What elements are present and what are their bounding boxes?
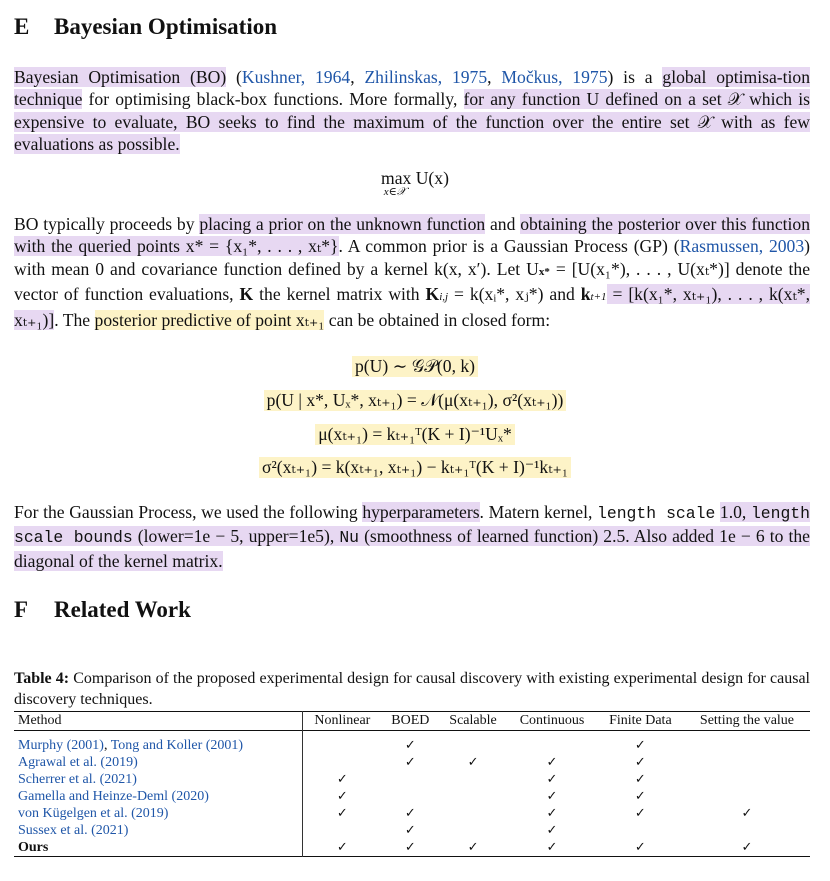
feature-cell	[302, 822, 382, 839]
feature-cell	[597, 805, 684, 822]
section-title: Bayesian Optimisation	[54, 14, 278, 39]
text: . The	[54, 309, 95, 330]
feature-cell	[507, 754, 597, 771]
column-header: Continuous	[519, 713, 585, 728]
text-bold: K	[239, 284, 254, 305]
checkmark-icon: ✓	[741, 839, 753, 855]
code-term: length scale	[597, 504, 716, 523]
highlight-definition: for any function U defined on a set 𝒳 which is expensive to evaluate, BO seeks to find the maximum of the function over the entire set 𝒳 with as few evaluations as possible.	[14, 89, 810, 155]
equation-line: σ²(xₜ₊₁) = k(xₜ₊₁, xₜ₊₁) − kₜ₊₁ᵀ(K + I)⁻¹kₜ₊₁	[259, 457, 571, 478]
text-bold: k	[580, 284, 591, 305]
feature-cell	[507, 822, 597, 839]
caption-label: Table 4:	[14, 670, 70, 687]
text: ) with mean 0 and covariance function defined by a kernel k(x, x′). Let U	[14, 236, 811, 279]
separator: ,	[103, 737, 111, 753]
feature-cell	[302, 754, 382, 771]
checkmark-icon: ✓	[404, 737, 416, 753]
highlight-posterior: obtaining the posterior over this function with the queried points x* = {x₁*, . . . , xₜ*}	[14, 214, 811, 257]
section-number: F	[14, 597, 29, 622]
feature-cell	[382, 822, 439, 839]
feature-cell	[382, 731, 439, 755]
checkmark-icon: ✓	[404, 805, 416, 821]
checkmark-icon: ✓	[546, 805, 558, 821]
table-header-row	[14, 712, 810, 731]
text: the kernel matrix with	[253, 284, 426, 305]
feature-cell	[684, 731, 810, 755]
table-row	[14, 771, 810, 788]
method-name: Ours	[18, 839, 49, 855]
table-row	[14, 839, 810, 857]
feature-cell	[382, 771, 439, 788]
text: (smoothness of learned function) 2.5. Also added 1e − 6 to the diagonal of the kernel matrix.	[14, 526, 810, 571]
feature-cell	[684, 788, 810, 805]
feature-cell	[597, 771, 684, 788]
feature-cell	[439, 731, 507, 755]
citation-link[interactable]: Kushner, 1964	[241, 67, 351, 87]
feature-cell	[439, 771, 507, 788]
text: 1.0,	[719, 502, 751, 522]
method-cell	[14, 771, 302, 788]
feature-cell	[684, 822, 810, 839]
max-subscript: x∈𝒳	[383, 186, 407, 198]
method-cell	[14, 754, 302, 771]
text: . Matern kernel,	[479, 502, 598, 522]
feature-cell	[684, 839, 810, 857]
text: for optimising black-box functions. More formally,	[82, 89, 464, 110]
column-header: Nonlinear	[314, 713, 371, 728]
checkmark-icon: ✓	[634, 839, 646, 855]
hyperparameters-paragraph	[14, 501, 810, 572]
feature-cell	[382, 788, 439, 805]
column-header: Finite Data	[609, 713, 672, 728]
checkmark-icon: ✓	[634, 788, 646, 804]
table-row	[14, 822, 810, 839]
checkmark-icon: ✓	[467, 839, 479, 855]
feature-cell	[302, 771, 382, 788]
gp-prior-equation	[0, 356, 830, 377]
feature-cell	[439, 822, 507, 839]
text-bold: K	[425, 284, 440, 305]
text: = k(xᵢ*, xⱼ*) and	[448, 284, 581, 305]
checkmark-icon: ✓	[467, 754, 479, 770]
citation-link[interactable]: Močkus, 1975	[501, 67, 608, 87]
text: (	[226, 67, 242, 87]
section-title: Related Work	[54, 597, 191, 622]
equation-line: p(U | x*, Uₓ*, xₜ₊₁) = 𝒩(μ(xₜ₊₁), σ²(xₜ₊₁))	[264, 390, 567, 411]
citation-link[interactable]: Scherrer et al. (2021)	[18, 771, 137, 787]
checkmark-icon: ✓	[634, 771, 646, 787]
highlight-global-optimisation: global optimisa-tion technique	[14, 67, 811, 110]
checkmark-icon: ✓	[634, 737, 646, 753]
checkmark-icon: ✓	[336, 839, 348, 855]
table-caption	[14, 668, 810, 710]
equation-line: p(U) ∼ 𝒢𝒫(0, k)	[352, 356, 478, 377]
feature-cell	[302, 805, 382, 822]
highlight-hyperparameters: hyperparameters	[362, 502, 480, 522]
feature-cell	[507, 805, 597, 822]
method-cell	[14, 822, 302, 839]
text: . A common prior is a Gaussian Process (GP) (	[338, 236, 680, 257]
feature-cell	[302, 788, 382, 805]
highlight-kernel-vector: = [k(x₁*, xₜ₊₁), . . . , k(xₜ*, xₜ₊₁)]	[14, 284, 810, 330]
checkmark-icon: ✓	[546, 822, 558, 838]
checkmark-icon: ✓	[634, 805, 646, 821]
checkmark-icon: ✓	[404, 822, 416, 838]
feature-cell	[507, 771, 597, 788]
checkmark-icon: ✓	[336, 771, 348, 787]
highlight-prior: placing a prior on the unknown function	[199, 214, 486, 234]
highlight-posterior-predictive: posterior predictive of point xₜ₊₁	[94, 309, 325, 330]
feature-cell	[439, 839, 507, 857]
column-header: Setting the value	[699, 713, 795, 728]
citation-link[interactable]: Tong and Koller (2001)	[110, 737, 244, 753]
feature-cell	[302, 839, 382, 857]
caption-text: Comparison of the proposed experimental design for causal discovery with existing experimental design for causal discovery techniques.	[14, 670, 810, 708]
feature-cell	[382, 805, 439, 822]
equation-line: μ(xₜ₊₁) = kₜ₊₁ᵀ(K + I)⁻¹Uₓ*	[315, 424, 515, 445]
feature-cell	[439, 754, 507, 771]
citation-link[interactable]: von Kügelgen et al. (2019)	[18, 805, 169, 821]
feature-cell	[684, 805, 810, 822]
feature-cell	[439, 788, 507, 805]
gp-posterior-equation	[0, 390, 830, 411]
method-cell	[14, 839, 302, 857]
column-header: Method	[14, 712, 302, 731]
bo-posterior-paragraph: BO typically proceeds by placing a prior on the unknown function and obtaining the posterior over this function with the queried points x* = {x₁*, . . . , xₜ*}. A common prior is a Gaussian Process (GP) (Rasmussen, 2003) with mean 0 and covariance function defined by a kernel k(x, x′). Let Ux* = [U(x₁*), . . . , U(xₜ*)] denote the vector of function evaluations, K the kernel matrix with Ki,j = k(xᵢ*, xⱼ*) and kt+1 = [k(x₁*, xₜ₊₁), . . . , k(xₜ*, xₜ₊₁)]. The posterior predictive of point xₜ₊₁ can be obtained in closed form:	[14, 214, 811, 330]
checkmark-icon: ✓	[634, 754, 646, 770]
text: can be obtained in closed form:	[324, 309, 551, 330]
bo-intro-paragraph: Bayesian Optimisation (BO) (Kushner, 1964, Zhilinskas, 1975, Močkus, 1975) is a global optimisa-tion technique for optimising black-box functions. More formally, for any function U defined on a set 𝒳 which is expensive to evaluate, BO seeks to find the maximum of the function over the entire set 𝒳 with as few evaluations as possible.	[14, 67, 811, 155]
checkmark-icon: ✓	[546, 771, 558, 787]
column-header: Scalable	[449, 713, 497, 728]
feature-cell	[597, 788, 684, 805]
feature-cell	[597, 731, 684, 755]
code-term: Nu	[339, 528, 359, 548]
checkmark-icon: ✓	[741, 805, 753, 821]
table-row	[14, 731, 810, 755]
checkmark-icon: ✓	[546, 839, 558, 855]
feature-cell	[597, 754, 684, 771]
table-row	[14, 788, 810, 805]
text: and	[485, 214, 521, 234]
method-cell	[14, 805, 302, 822]
checkmark-icon: ✓	[336, 788, 348, 804]
text: = [U(x₁*), . . . , U(xₜ*)] denote the vector of function evaluations,	[14, 258, 810, 305]
feature-cell	[507, 731, 597, 755]
text: BO typically proceeds by	[14, 214, 200, 234]
variance-equation	[0, 457, 830, 478]
table-row	[14, 754, 810, 771]
section-f-heading	[14, 597, 191, 623]
feature-cell	[382, 839, 439, 857]
citation-link[interactable]: Agrawal et al. (2019)	[18, 754, 138, 770]
code-term: length scale bounds	[14, 504, 810, 548]
checkmark-icon: ✓	[404, 754, 416, 770]
method-cell	[14, 731, 302, 755]
text: (lower=1e − 5, upper=1e5),	[132, 526, 340, 547]
feature-cell	[507, 788, 597, 805]
checkmark-icon: ✓	[404, 839, 416, 855]
citation-link[interactable]: Zhilinskas, 1975	[364, 67, 488, 87]
max-expression: max U(x)	[381, 168, 449, 188]
max-equation	[0, 168, 830, 199]
text: ) is a	[607, 67, 663, 87]
citation-link[interactable]: Sussex et al. (2021)	[18, 822, 129, 838]
column-header: BOED	[391, 713, 430, 728]
citation-link[interactable]: Murphy (2001)	[18, 737, 104, 753]
feature-cell	[439, 805, 507, 822]
mean-equation	[0, 424, 830, 445]
feature-cell	[684, 754, 810, 771]
feature-cell	[302, 731, 382, 755]
feature-cell	[597, 839, 684, 857]
feature-cell	[597, 822, 684, 839]
table-row	[14, 805, 810, 822]
section-e-heading	[14, 14, 277, 40]
comparison-table	[14, 711, 810, 857]
feature-cell	[684, 771, 810, 788]
citation-link[interactable]: Gamella and Heinze-Deml (2020)	[18, 788, 209, 804]
feature-cell	[382, 754, 439, 771]
section-number: E	[14, 14, 30, 39]
checkmark-icon: ✓	[336, 805, 348, 821]
citation-link[interactable]: Rasmussen, 2003	[679, 236, 805, 257]
method-cell	[14, 788, 302, 805]
text: For the Gaussian Process, we used the following	[14, 502, 363, 522]
highlight-bo: Bayesian Optimisation (BO)	[14, 67, 227, 87]
feature-cell	[507, 839, 597, 857]
checkmark-icon: ✓	[546, 788, 558, 804]
checkmark-icon: ✓	[546, 754, 558, 770]
